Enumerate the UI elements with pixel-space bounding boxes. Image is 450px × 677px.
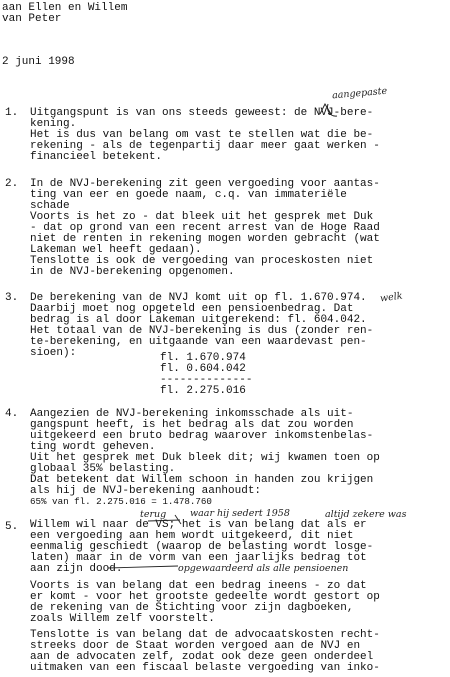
sum-total: fl. 2.275.016: [160, 385, 246, 397]
item-line: aan de advocaten zelf, zodat ook deze geen onderdeel: [30, 651, 374, 663]
item-line: sioen):: [30, 347, 77, 359]
letter-date: 2 juni 1998: [2, 56, 75, 68]
handwritten-waar-hij: waar hij sedert 1958: [190, 508, 290, 519]
item-number: 3.: [5, 292, 19, 304]
item-line: 65% van fl. 2.275.016 = 1.478.760: [30, 496, 212, 507]
item-line: Uit het gesprek met Duk bleek dit; wij kwamen toen op: [30, 452, 380, 464]
item-number: 1.: [5, 107, 19, 119]
handwritten-zekere-was: altijd zekere was: [325, 509, 407, 520]
sender: van Peter: [2, 13, 62, 25]
item-line: streeks door de Staat worden vergoed aan de NVJ en: [30, 640, 361, 652]
item-line: ting van eer en goede naam, c.q. van immateriële: [30, 189, 347, 201]
item-line: financieel betekent.: [30, 151, 163, 163]
item-line: eenmalig geschiedt (waarop de belasting wordt losge-: [30, 541, 374, 553]
item-line: globaal 35% belasting.: [30, 463, 176, 475]
item-line: uitmaken van een fiscaal belaste vergoeding van inko-: [30, 662, 380, 674]
handwritten-welk: welk: [379, 290, 404, 305]
item-line: Dat betekent dat Willem schoon in handen zou krijgen: [30, 474, 374, 486]
handwritten-terug: terug: [140, 509, 167, 520]
item-line: In de NVJ-berekening zit geen vergoeding voor aantas-: [30, 178, 380, 190]
item-line: te-berekening, en uitgaande van een waardevast pen-: [30, 336, 367, 348]
item-line: als hij de NVJ-berekening aanhoudt:: [30, 485, 262, 497]
item-line: een vergoeding aan hem wordt uitgekeerd, dit niet: [30, 530, 354, 542]
item-line: er komt - voor het grootste gedeelte wordt gestort op: [30, 591, 380, 603]
handwritten-opgewaardeerd: opgewaardeerd als alle pensioenen: [178, 563, 349, 574]
item-line: gangspunt heeft, is het bedrag als dat zou worden: [30, 419, 354, 431]
item-number: 2.: [5, 178, 19, 190]
item-line: Voorts is van belang dat een bedrag ineens - zo dat: [30, 580, 367, 592]
item-line: Aangezien de NVJ-berekening inkomsschade als uit-: [30, 408, 354, 420]
item-line: Tenslotte is ook de vergoeding van proceskosten niet: [30, 255, 374, 267]
item-line: Lakeman wel heeft gedaan).: [30, 244, 202, 256]
item-line: Voorts is het zo - dat bleek uit het gesprek met Duk: [30, 211, 374, 223]
sum-separator: --------------: [160, 374, 253, 386]
item-line: kening.: [30, 118, 77, 130]
item-line: Het totaal van de NVJ-berekening is dus (zonder ren-: [30, 325, 374, 337]
item-number: 5.: [5, 521, 19, 533]
item-line: in de NVJ-berekening opgenomen.: [30, 266, 235, 278]
item-line: Uitgangspunt is van ons steeds geweest: de NVJ-bere-: [30, 107, 374, 119]
item-line: schade: [30, 200, 70, 212]
item-line: bedrag is al door Lakeman uitgerekend: fl. 604.042.: [30, 314, 367, 326]
item-line: zoals Willem zelf voorstelt.: [30, 613, 215, 625]
item-line: laten) maar in de vorm van een jaarlijks bedrag tot: [30, 552, 367, 564]
sum-line: fl. 0.604.042: [160, 363, 246, 375]
item-line: uitgekeerd een bruto bedrag waarover inkomstenbelas-: [30, 430, 374, 442]
addressee: aan Ellen en Willem: [2, 2, 128, 14]
item-line: Het is dus van belang om vast te stellen wat die be-: [30, 129, 374, 141]
item-line: niet de renten in rekening mogen worden gebracht (wat: [30, 233, 380, 245]
item-line: ting wordt geheven.: [30, 441, 156, 453]
item-line: rekening - als de tegenpartij daar meer gaat werken -: [30, 140, 380, 152]
sum-line: fl. 1.670.974: [160, 352, 246, 364]
item-line: Tenslotte is van belang dat de advocaatskosten recht-: [30, 629, 380, 641]
item-line: Daarbij moet nog opgeteld een pensioenbedrag. Dat: [30, 303, 354, 315]
item-line: - dat op grond van een recent arrest van de Hoge Raad: [30, 222, 380, 234]
item-line: De berekening van de NVJ komt uit op fl. 1.670.974.: [30, 292, 367, 304]
item-number: 4.: [5, 408, 19, 420]
handwritten-aangepaste: aangepaste: [331, 85, 388, 102]
item-line: Willem wil naar de VS; het is van belang dat als er: [30, 519, 367, 531]
item-line: aan zijn dood.: [30, 563, 123, 575]
item-line: de rekening van de Stichting voor zijn dagboeken,: [30, 602, 354, 614]
